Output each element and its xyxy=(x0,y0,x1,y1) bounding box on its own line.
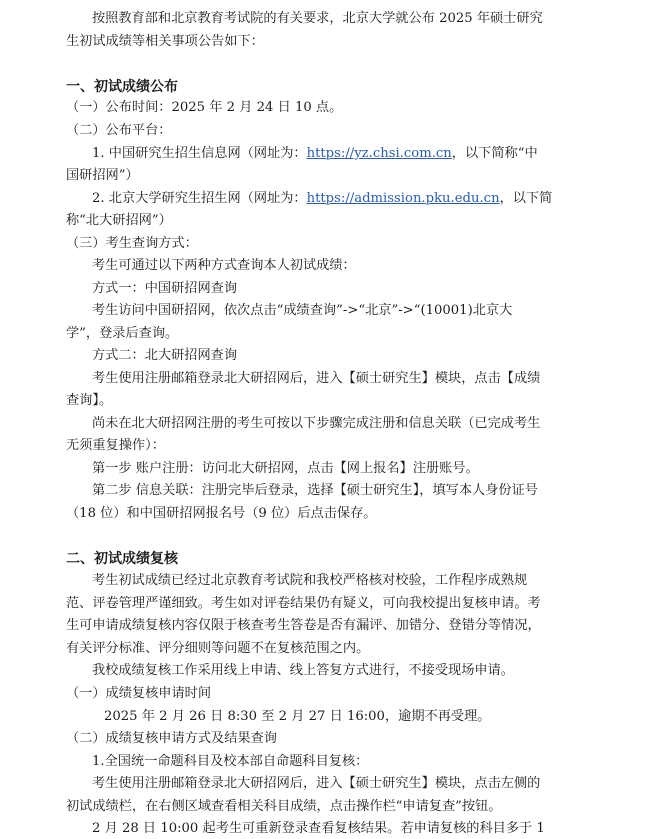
query-label: （三）考生查询方式： xyxy=(66,236,198,251)
method-1-line-1: 考生访问中国研招网，依次点击“成绩查询”->“北京”->“(10001)北京大 xyxy=(92,303,513,318)
review-method-item: 1.全国统一命题科目及校本部自命题科目复核： xyxy=(92,754,369,769)
section-1-heading: 一、初试成绩公布 xyxy=(66,79,178,95)
platform-item-2-cont: 称“北大研招网”） xyxy=(66,213,172,228)
review-para-1-line-2: 范、评卷管理严谨细致。考生如对评卷结果仍有疑义，可向我校提出复核申请。考 xyxy=(66,596,541,611)
review-time-label: （一）成绩复核申请时间 xyxy=(66,686,212,701)
platform-item-1-prefix: 1. 中国研究生招生信息网（网址为： xyxy=(92,146,307,161)
review-method-line-2: 初试成绩栏，在右侧区域查看相关科目成绩，点击操作栏“申请复查”按钮。 xyxy=(66,799,502,814)
method-2-line-2: 查询】。 xyxy=(66,393,113,408)
step-1: 第一步 账户注册：访问北大研招网，点击【网上报名】注册账号。 xyxy=(92,461,479,476)
platform-label: （二）公布平台： xyxy=(66,123,172,138)
register-line-2: 无须重复操作）： xyxy=(66,438,165,453)
review-para-1-line-1: 考生初试成绩已经过北京教育考试院和我校严格核对校验，工作程序成熟规 xyxy=(92,573,528,588)
platform-item-1-cont: 国研招网”） xyxy=(66,168,139,183)
method-1-title: 方式一：中国研招网查询 xyxy=(92,281,238,296)
platform-item-2-prefix: 2. 北京大学研究生招生网（网址为： xyxy=(92,191,307,206)
intro-line-2: 生初试成绩等相关事项公告如下： xyxy=(66,34,264,49)
intro-line-1: 按照教育部和北京教育考试院的有关要求，北京大学就公布 2025 年硕士研究 xyxy=(92,11,543,26)
register-line-1: 尚未在北大研招网注册的考生可按以下步骤完成注册和信息关联（已完成考生 xyxy=(92,416,541,431)
method-2-title: 方式二：北大研招网查询 xyxy=(92,348,238,363)
review-method-label: （二）成绩复核申请方式及结果查询 xyxy=(66,731,277,746)
platform-item-1-suffix: ，以下简称“中 xyxy=(451,146,538,161)
query-intro: 考生可通过以下两种方式查询本人初试成绩： xyxy=(92,258,356,273)
step-2-line-2: （18 位）和中国研招网报名号（9 位）后点击保存。 xyxy=(66,506,377,521)
review-result-line-1: 2 月 28 日 10:00 起考生可重新登录查看复核结果。若申请复核的科目多于 1 xyxy=(92,821,545,836)
review-para-1-line-3: 生可申请成绩复核内容仅限于核查考生答卷是否有漏评、加错分、登错分等情况， xyxy=(66,618,541,633)
review-time-value: 2025 年 2 月 26 日 8:30 至 2 月 27 日 16:00，逾期不再受理。 xyxy=(104,709,491,724)
platform-item-2 xyxy=(92,189,552,209)
method-1-line-2: 学”，登录后查询。 xyxy=(66,326,179,341)
review-para-2: 我校成绩复核工作采用线上申请、线上答复方式进行，不接受现场申请。 xyxy=(92,663,514,678)
step-2-line-1: 第二步 信息关联：注册完毕后登录，选择【硕士研究生】，填写本人身份证号 xyxy=(92,483,538,498)
publish-time: （一）公布时间：2025 年 2 月 24 日 10 点。 xyxy=(66,100,343,115)
method-2-line-1: 考生使用注册邮箱登录北大研招网后，进入【硕士研究生】模块，点击【成绩 xyxy=(92,371,541,386)
platform-item-1 xyxy=(92,144,538,164)
section-2-heading: 二、初试成绩复核 xyxy=(66,551,178,567)
chsi-link[interactable]: https://yz.chsi.com.cn xyxy=(306,146,452,161)
pku-admission-link[interactable]: https://admission.pku.edu.cn xyxy=(306,191,500,206)
platform-item-2-suffix: ，以下简 xyxy=(499,191,553,206)
review-para-1-line-4: 有关评分标准、评分细则等问题不在复核范围之内。 xyxy=(66,641,370,656)
review-method-line-1: 考生使用注册邮箱登录北大研招网后，进入【硕士研究生】模块，点击左侧的 xyxy=(92,776,541,791)
